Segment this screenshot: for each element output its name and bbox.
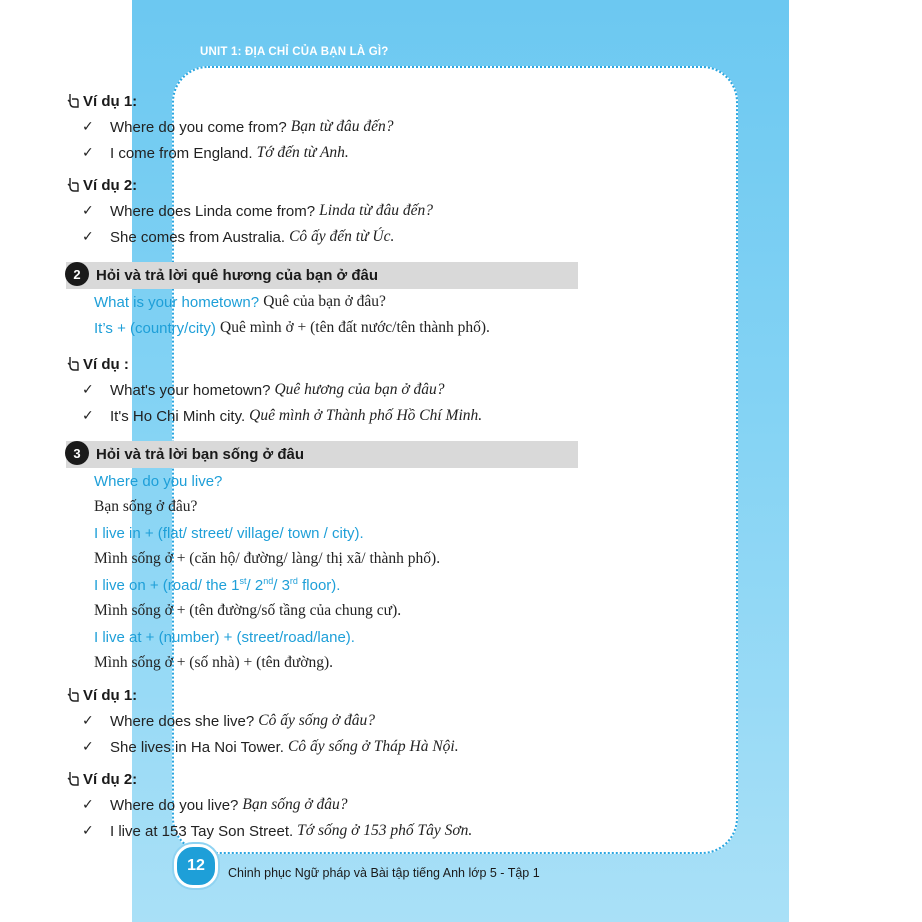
check-mark-icon: ✓ — [82, 408, 94, 424]
section-heading-3: 3 Hỏi và trả lời bạn sống ở đâu — [66, 441, 578, 468]
example-item: ✓ Where do you come from? Bạn từ đâu đến? — [82, 118, 394, 136]
section-heading-2: 2 Hỏi và trả lời quê hương của bạn ở đâu — [66, 262, 578, 289]
hand-pointer-icon — [66, 770, 80, 788]
content — [66, 88, 626, 844]
check-mark-icon: ✓ — [82, 203, 94, 219]
pattern-answer: It’s + (country/city) Quê mình ở + (tên đất nước/tên thành phố). — [94, 319, 490, 337]
pattern-answer: I live in + (flat/ street/ village/ town / city). — [94, 524, 364, 542]
check-mark-icon: ✓ — [82, 145, 94, 161]
example-item: ✓ What's your hometown? Quê hương của bạn ở đâu? — [82, 381, 445, 399]
check-mark-icon: ✓ — [82, 713, 94, 729]
example-item: ✓ She lives in Ha Noi Tower. Cô ấy sống ở Tháp Hà Nội. — [82, 738, 459, 756]
hand-pointer-icon — [66, 355, 80, 373]
hand-pointer-icon — [66, 686, 80, 704]
pattern-answer: I live at + (number) + (street/road/lane). — [94, 628, 355, 646]
pattern-translation: Bạn sống ở đâu? — [94, 498, 198, 515]
pattern-translation: Mình sống ở + (tên đường/số tầng của chung cư). — [94, 602, 402, 619]
book-title-footer: Chinh phục Ngữ pháp và Bài tập tiếng Anh lớp 5 - Tập 1 — [228, 866, 540, 880]
page-number-badge: 12 — [174, 844, 218, 888]
example-item: ✓ I live at 153 Tay Son Street. Tớ sống ở 153 phố Tây Sơn. — [82, 822, 473, 840]
check-mark-icon: ✓ — [82, 229, 94, 245]
example-heading: Ví dụ 1: — [66, 682, 626, 708]
hand-pointer-icon — [66, 176, 80, 194]
example-item: ✓ Where do you live? Bạn sống ở đâu? — [82, 796, 348, 814]
example-item: ✓ She comes from Australia. Cô ấy đến từ Úc. — [82, 228, 395, 246]
example-heading: Ví dụ 2: — [66, 172, 626, 198]
check-mark-icon: ✓ — [82, 823, 94, 839]
check-mark-icon: ✓ — [82, 119, 94, 135]
unit-title: UNIT 1: ĐỊA CHỈ CỦA BẠN LÀ GÌ? — [200, 46, 389, 58]
example-heading: Ví dụ 1: — [66, 88, 626, 114]
example-item: ✓ I come from England. Tớ đến từ Anh. — [82, 144, 349, 162]
hand-pointer-icon — [66, 92, 80, 110]
pattern-question: Where do you live? — [94, 472, 223, 490]
check-mark-icon: ✓ — [82, 797, 94, 813]
example-item: ✓ Where does Linda come from? Linda từ đâu đến? — [82, 202, 434, 220]
pattern-answer: I live on + (road/ the 1st/ 2nd/ 3rd floor). — [94, 575, 341, 594]
section-number-badge: 2 — [65, 262, 89, 286]
example-heading: Ví dụ 2: — [66, 766, 626, 792]
example-heading: Ví dụ : — [66, 351, 626, 377]
pattern-translation: Mình sống ở + (số nhà) + (tên đường). — [94, 654, 334, 671]
pattern-question: What is your hometown? Quê của bạn ở đâu? — [94, 293, 386, 311]
section-number-badge: 3 — [65, 441, 89, 465]
example-item: ✓ Where does she live? Cô ấy sống ở đâu? — [82, 712, 376, 730]
example-item: ✓ It's Ho Chi Minh city. Quê mình ở Thành phố Hồ Chí Minh. — [82, 407, 483, 425]
check-mark-icon: ✓ — [82, 382, 94, 398]
pattern-translation: Mình sống ở + (căn hộ/ đường/ làng/ thị xã/ thành phố). — [94, 550, 441, 567]
check-mark-icon: ✓ — [82, 739, 94, 755]
